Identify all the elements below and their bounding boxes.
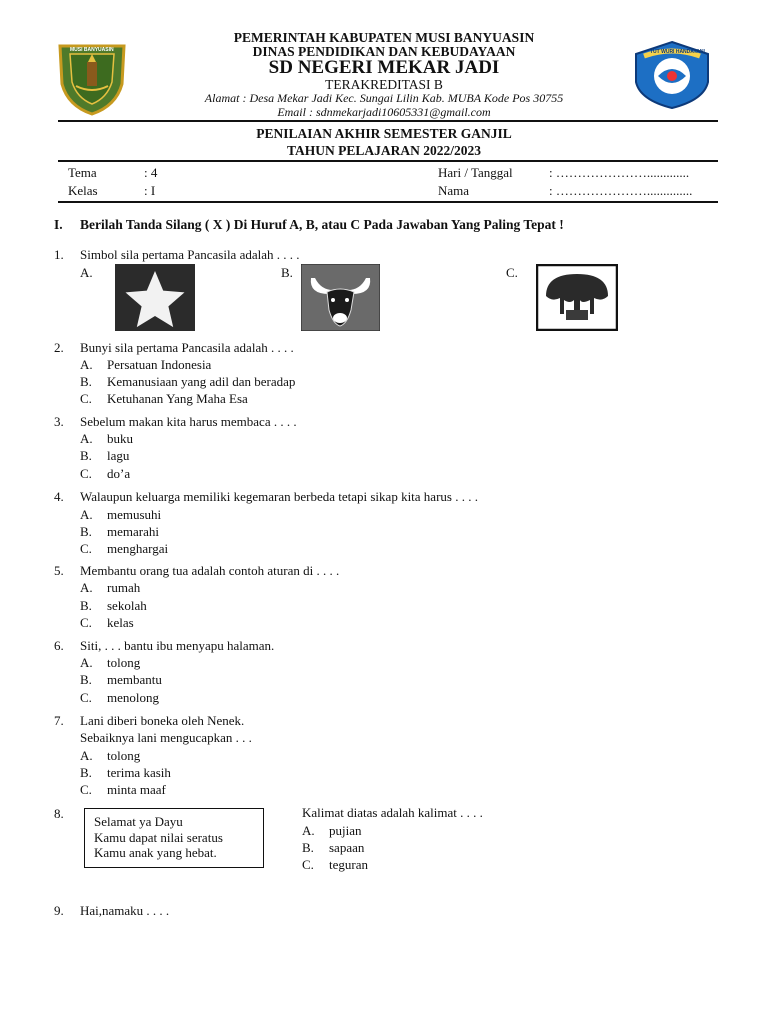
q4-letter-b: B. <box>80 524 92 539</box>
q5-option-b: sekolah <box>107 598 147 613</box>
q3-text: Sebelum makan kita harus membaca . . . . <box>80 414 297 429</box>
hari-label: Hari / Tanggal <box>438 165 513 180</box>
q3-letter-c: C. <box>80 466 92 481</box>
q7-option-c: minta maaf <box>107 782 166 797</box>
tema-label: Tema <box>68 165 97 180</box>
header-accreditation: TERAKREDITASI B <box>325 77 443 92</box>
q8-quote-box <box>84 808 264 868</box>
q1-option-b-letter: B. <box>281 265 293 280</box>
q4-letter-c: C. <box>80 541 92 556</box>
q3-letter-a: A. <box>80 431 93 446</box>
q4-option-c: menghargai <box>107 541 169 556</box>
q8-box-line1: Selamat ya Dayu <box>94 814 183 829</box>
q1-number: 1. <box>54 247 64 262</box>
q3-number: 3. <box>54 414 64 429</box>
q1-option-c-letter: C. <box>506 265 518 280</box>
hari-value: : …………………............. <box>549 165 690 180</box>
q2-option-b: Kemanusiaan yang adil dan beradap <box>107 374 296 389</box>
q8-text: Kalimat diatas adalah kalimat . . . . <box>302 805 483 820</box>
right-logo-text: TUT WURI HANDAYANI <box>650 49 705 55</box>
info-divider-bottom <box>58 201 718 203</box>
nama-value: : ………………….............. <box>549 183 693 198</box>
header-divider-thick <box>58 120 718 122</box>
q2-option-a: Persatuan Indonesia <box>107 357 212 372</box>
q7-number: 7. <box>54 713 64 728</box>
q7-text-line2: Sebaiknya lani mengucapkan . . . <box>80 730 252 745</box>
q6-option-c: menolong <box>107 690 159 705</box>
q8-letter-a: A. <box>302 823 315 838</box>
q6-letter-a: A. <box>80 655 93 670</box>
q2-letter-a: A. <box>80 357 93 372</box>
q3-option-a: buku <box>107 431 133 446</box>
q2-letter-b: B. <box>80 374 92 389</box>
q7-option-b: terima kasih <box>107 765 171 780</box>
kelas-label: Kelas <box>68 183 98 198</box>
banyan-tree-image <box>536 264 618 331</box>
q6-letter-c: C. <box>80 690 92 705</box>
section-instruction: Berilah Tanda Silang ( X ) Di Huruf A, B, atau C Pada Jawaban Yang Paling Tepat ! <box>80 217 564 232</box>
q4-text: Walaupun keluarga memiliki kegemaran berbeda tetapi sikap kita harus . . . . <box>80 489 478 504</box>
header-email: Email : sdnmekarjadi10605331@gmail.com <box>277 105 491 119</box>
q7-option-a: tolong <box>107 748 141 763</box>
q4-option-a: memusuhi <box>107 507 162 522</box>
q8-option-a: pujian <box>329 823 362 838</box>
q5-text: Membantu orang tua adalah contoh aturan di . . . . <box>80 563 340 578</box>
q6-number: 6. <box>54 638 64 653</box>
header-department: DINAS PENDIDIKAN DAN KEBUDAYAAN <box>252 44 516 59</box>
q1-option-a-letter: A. <box>80 265 93 280</box>
q8-box-line3: Kamu anak yang hebat. <box>94 845 217 860</box>
section-number: I. <box>54 217 63 232</box>
q2-text: Bunyi sila pertama Pancasila adalah . . . . <box>80 340 294 355</box>
exam-year: TAHUN PELAJARAN 2022/2023 <box>286 143 481 158</box>
q5-number: 5. <box>54 563 64 578</box>
q4-letter-a: A. <box>80 507 93 522</box>
left-logo-text: MUSI BANYUASIN <box>70 47 114 53</box>
info-divider-top <box>58 160 718 162</box>
star-symbol-image <box>115 264 195 331</box>
q8-letter-c: C. <box>302 857 314 872</box>
q2-letter-c: C. <box>80 391 92 406</box>
q5-letter-b: B. <box>80 598 92 613</box>
q6-option-b: membantu <box>107 672 162 687</box>
q6-letter-b: B. <box>80 672 92 687</box>
q9-text: Hai,namaku . . . . <box>80 903 170 918</box>
kelas-value: : I <box>144 183 156 198</box>
q7-letter-b: B. <box>80 765 92 780</box>
q7-letter-a: A. <box>80 748 93 763</box>
header-government: PEMERINTAH KABUPATEN MUSI BANYUASIN <box>233 30 535 45</box>
exam-title: PENILAIAN AKHIR SEMESTER GANJIL <box>256 126 512 141</box>
q4-number: 4. <box>54 489 64 504</box>
q5-letter-a: A. <box>80 580 93 595</box>
tema-value: : 4 <box>144 165 158 180</box>
q8-option-b: sapaan <box>329 840 365 855</box>
bull-head-image <box>301 264 380 331</box>
q8-number: 8. <box>54 806 64 821</box>
header-school-name: SD NEGERI MEKAR JADI <box>268 57 500 78</box>
q5-option-c: kelas <box>107 615 134 630</box>
q7-text: Lani diberi boneka oleh Nenek. <box>80 713 245 728</box>
q2-number: 2. <box>54 340 64 355</box>
q8-option-c: teguran <box>329 857 368 872</box>
q1-text: Simbol sila pertama Pancasila adalah . . . . <box>80 247 300 262</box>
q5-option-a: rumah <box>107 580 141 595</box>
q6-text: Siti, . . . bantu ibu menyapu halaman. <box>80 638 275 653</box>
q3-option-b: lagu <box>107 448 130 463</box>
q7-letter-c: C. <box>80 782 92 797</box>
q9-number: 9. <box>54 903 64 918</box>
q8-letter-b: B. <box>302 840 314 855</box>
q6-option-a: tolong <box>107 655 141 670</box>
q8-box-line2: Kamu dapat nilai seratus <box>94 830 223 845</box>
nama-label: Nama <box>438 183 470 198</box>
header-address: Alamat : Desa Mekar Jadi Kec. Sungai Lilin Kab. MUBA Kode Pos 30755 <box>204 91 564 105</box>
q2-option-c: Ketuhanan Yang Maha Esa <box>107 391 248 406</box>
q5-letter-c: C. <box>80 615 92 630</box>
q3-option-c: do’a <box>107 466 131 481</box>
q4-option-b: memarahi <box>107 524 159 539</box>
q3-letter-b: B. <box>80 448 92 463</box>
